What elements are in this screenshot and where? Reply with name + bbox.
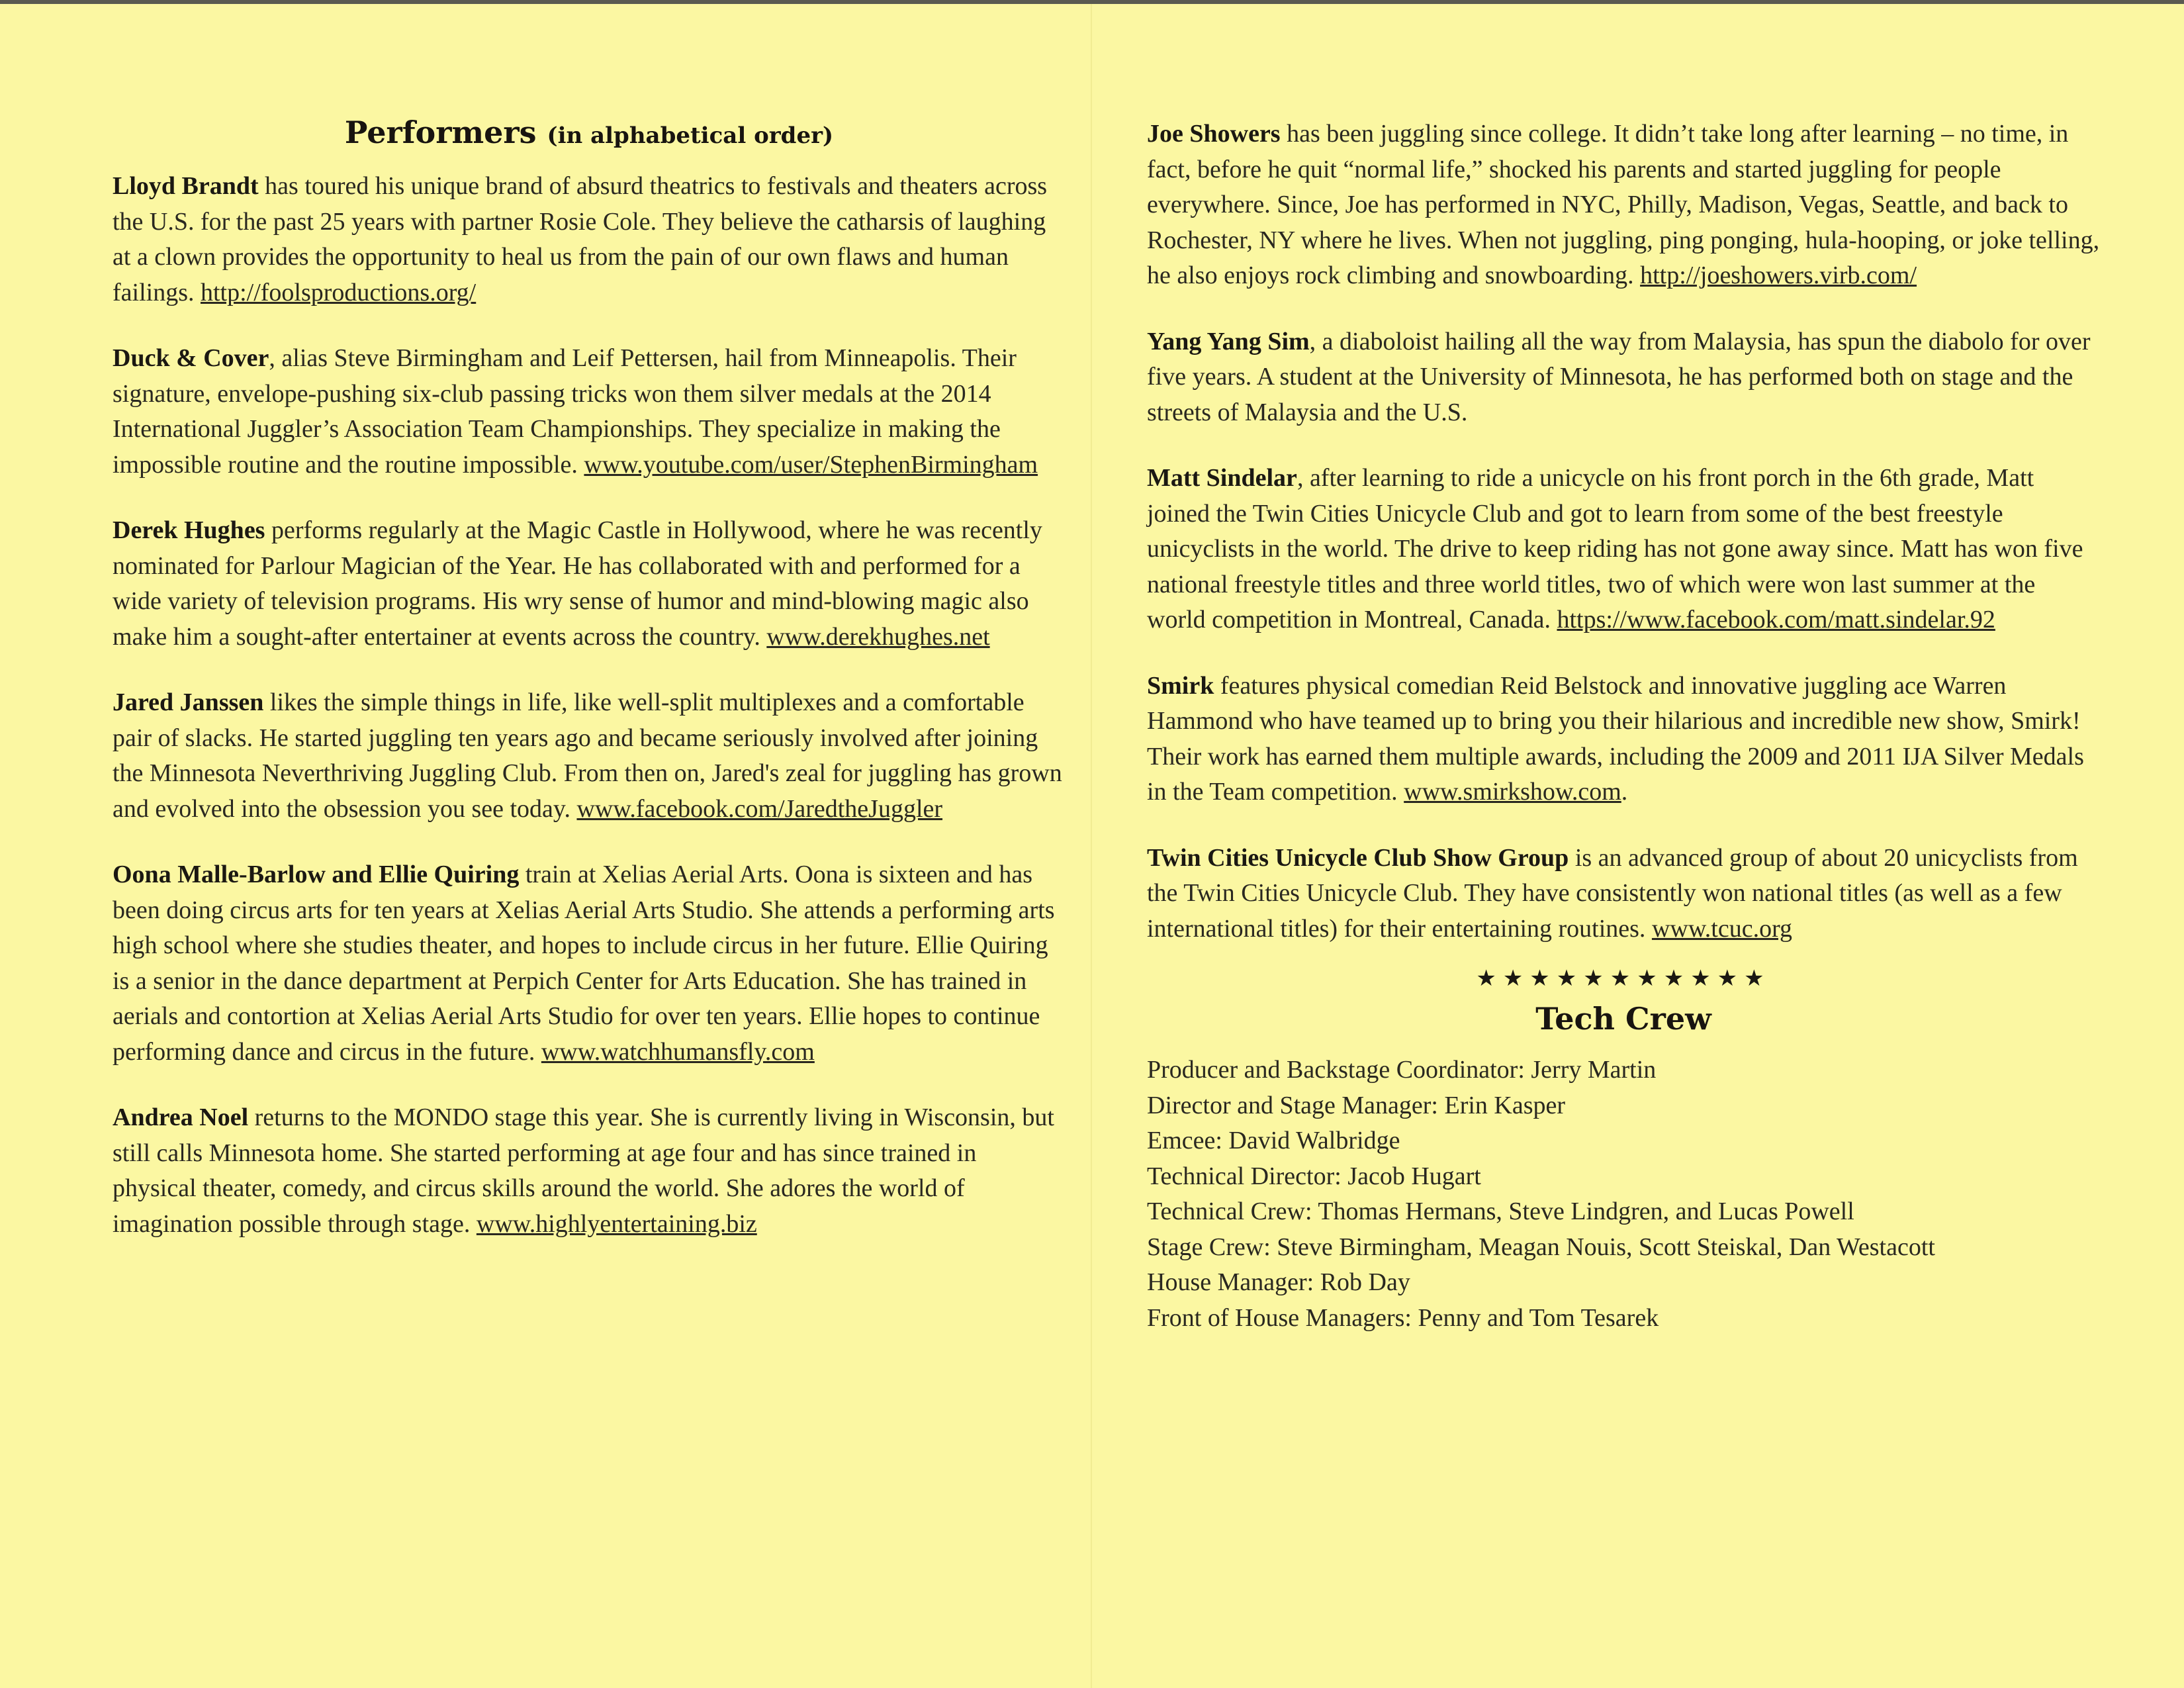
bio-link[interactable]: www.highlyentertaining.biz (476, 1209, 757, 1238)
crew-line: Emcee: David Walbridge (1147, 1127, 1400, 1154)
bio-paragraph (113, 685, 1066, 827)
bio-text: has toured his unique brand of absurd theatrics to festivals and theaters across the U.S. for the past 25 years with partner Rosie Cole. They believe the catharsis of laughing at a clown provides the opportunity to heal us from the pain of our own flaws and human failings. (113, 172, 1048, 306)
performer-name: Matt Sindelar (1147, 464, 1297, 492)
performers-heading (113, 113, 1066, 156)
performer-name: Joe Showers (1147, 120, 1281, 148)
star-divider: ★★★★★★★★★★★ (1476, 966, 1771, 991)
bio-link[interactable]: www.derekhughes.net (766, 622, 990, 651)
crew-list (1147, 1053, 2100, 1336)
bio-text: returns to the MONDO stage this year. She is currently living in Wisconsin, but still calls Minnesota home. She started performing at age four and has since trained in physical theater, comedy, and circus skills around the world. She adores the world of imagination possible through stage. (113, 1103, 1054, 1238)
bio-link[interactable]: www.smirkshow.com (1404, 778, 1621, 806)
crew-line: Technical Director: Jacob Hugart (1147, 1162, 1481, 1190)
bio-paragraph (1147, 841, 2100, 947)
performers-subtitle: (in alphabetical order) (547, 122, 834, 149)
right-column (1147, 117, 2100, 1336)
bio-text: has been juggling since college. It didn’t take long after learning – no time, in fact, before he quit “normal life,” shocked his parents and started juggling for people everywhere. Since, Joe has performed in NYC, Philly, Madison, Vegas, Seattle, and back to Rochester, NY where he lives. When not juggling, ping ponging, hula-hooping, or joke telling, he also enjoys rock climbing and snowboarding. (1147, 120, 2100, 289)
performer-name: Smirk (1147, 671, 1214, 700)
bio-paragraph (113, 341, 1066, 483)
bio-paragraph (1147, 324, 2100, 431)
page-fold (1091, 4, 1092, 1688)
tech-crew-heading: Tech Crew (1535, 1001, 1711, 1037)
top-edge-line (0, 0, 2184, 4)
bio-paragraph (113, 1100, 1066, 1242)
bio-paragraph (113, 857, 1066, 1070)
bio-paragraph (1147, 461, 2100, 638)
bio-link[interactable]: http://foolsproductions.org/ (200, 278, 477, 306)
bio-text: , after learning to ride a unicycle on his front porch in the 6th grade, Matt joined the Twin Cities Unicycle Club and got to learn from some of the best freestyle unicyclists in the world. The drive to keep riding has not gone away since. Matt has won five national freestyle titles and three world titles, two of which were won last summer at the world competition in Montreal, Canada. (1147, 464, 2083, 633)
performer-name: Twin Cities Unicycle Club Show Group (1147, 843, 1569, 872)
performers-title: Performers (344, 115, 537, 150)
performer-name: Andrea Noel (113, 1103, 249, 1131)
bio-text: performs regularly at the Magic Castle in Hollywood, where he was recently nominated for Parlour Magician of the Year. He has collaborated with and performed for a wide variety of television programs. His wry sense of humor and mind-blowing magic also make him a sought-after entertainer at events across the country. (113, 516, 1042, 651)
bio-text: is an advanced group of about 20 unicyclists from the Twin Cities Unicycle Club. They have consistently won national titles (as well as a few international titles) for their entertaining routines. (1147, 843, 2078, 943)
crew-line: Technical Crew: Thomas Hermans, Steve Lindgren, and Lucas Powell (1147, 1197, 1854, 1225)
bio-text: train at Xelias Aerial Arts. Oona is sixteen and has been doing circus arts for ten years at Xelias Aerial Arts Studio. She attends a performing arts high school where she studies theater, and hopes to include circus in her future. Ellie Quiring is a senior in the dance department at Perpich Center for Arts Education. She has trained in aerials and contortion at Xelias Aerial Arts Studio for over ten years. Ellie hopes to continue performing dance and circus in the future. (113, 861, 1055, 1066)
performer-name: Oona Malle-Barlow and Ellie Quiring (113, 861, 520, 888)
performers-column (113, 113, 1066, 1272)
performer-name: Jared Janssen (113, 688, 264, 716)
bio-paragraph (1147, 117, 2100, 294)
bio-paragraph (113, 169, 1066, 310)
crew-line: Front of House Managers: Penny and Tom Tesarek (1147, 1303, 1659, 1332)
bio-link[interactable]: http://joeshowers.virb.com/ (1640, 261, 1917, 289)
bio-link[interactable]: www.facebook.com/JaredtheJuggler (576, 794, 943, 823)
crew-line: Stage Crew: Steve Birmingham, Meagan Nouis, Scott Steiskal, Dan Westacott (1147, 1233, 1935, 1261)
bio-trailing-text: . (1621, 778, 1628, 806)
crew-line: Director and Stage Manager: Erin Kasper (1147, 1091, 1566, 1119)
bio-text: , a diaboloist hailing all the way from Malaysia, has spun the diabolo for over five years. A student at the University of Minnesota, he has performed both on stage and the streets of Malaysia and the U.S. (1147, 327, 2091, 426)
performer-name: Yang Yang Sim (1147, 327, 1310, 355)
performer-name: Lloyd Brandt (113, 172, 259, 200)
performer-name: Derek Hughes (113, 516, 265, 544)
bio-link[interactable]: www.watchhumansfly.com (541, 1037, 815, 1066)
bio-paragraph (113, 513, 1066, 655)
bio-paragraph (1147, 669, 2100, 810)
bio-text: features physical comedian Reid Belstock and innovative juggling ace Warren Hammond who have teamed up to bring you their hilarious and incredible new show, Smirk! Their work has earned them multiple awards, including the 2009 and 2011 IJA Silver Medals in the Team competition. (1147, 671, 2084, 806)
performer-name: Duck & Cover (113, 344, 269, 372)
bio-link[interactable]: www.youtube.com/user/StephenBirmingham (584, 450, 1038, 479)
bio-link[interactable]: www.tcuc.org (1651, 914, 1793, 943)
crew-line: House Manager: Rob Day (1147, 1268, 1410, 1296)
crew-line: Producer and Backstage Coordinator: Jerry Martin (1147, 1056, 1657, 1084)
bio-text: , alias Steve Birmingham and Leif Pettersen, hail from Minneapolis. Their signature, envelope-pushing six-club passing tricks won them silver medals at the 2014 International Juggler’s Association Team Championships. They specialize in making the impossible routine and the routine impossible. (113, 344, 1017, 479)
bio-link[interactable]: https://www.facebook.com/matt.sindelar.92 (1557, 606, 1995, 633)
bio-text: likes the simple things in life, like well-split multiplexes and a comfortable pair of slacks. He started juggling ten years ago and became seriously involved after joining the Minnesota Neverthriving Juggling Club. From then on, Jared's zeal for juggling has grown and evolved into the obsession you see today. (113, 688, 1062, 823)
